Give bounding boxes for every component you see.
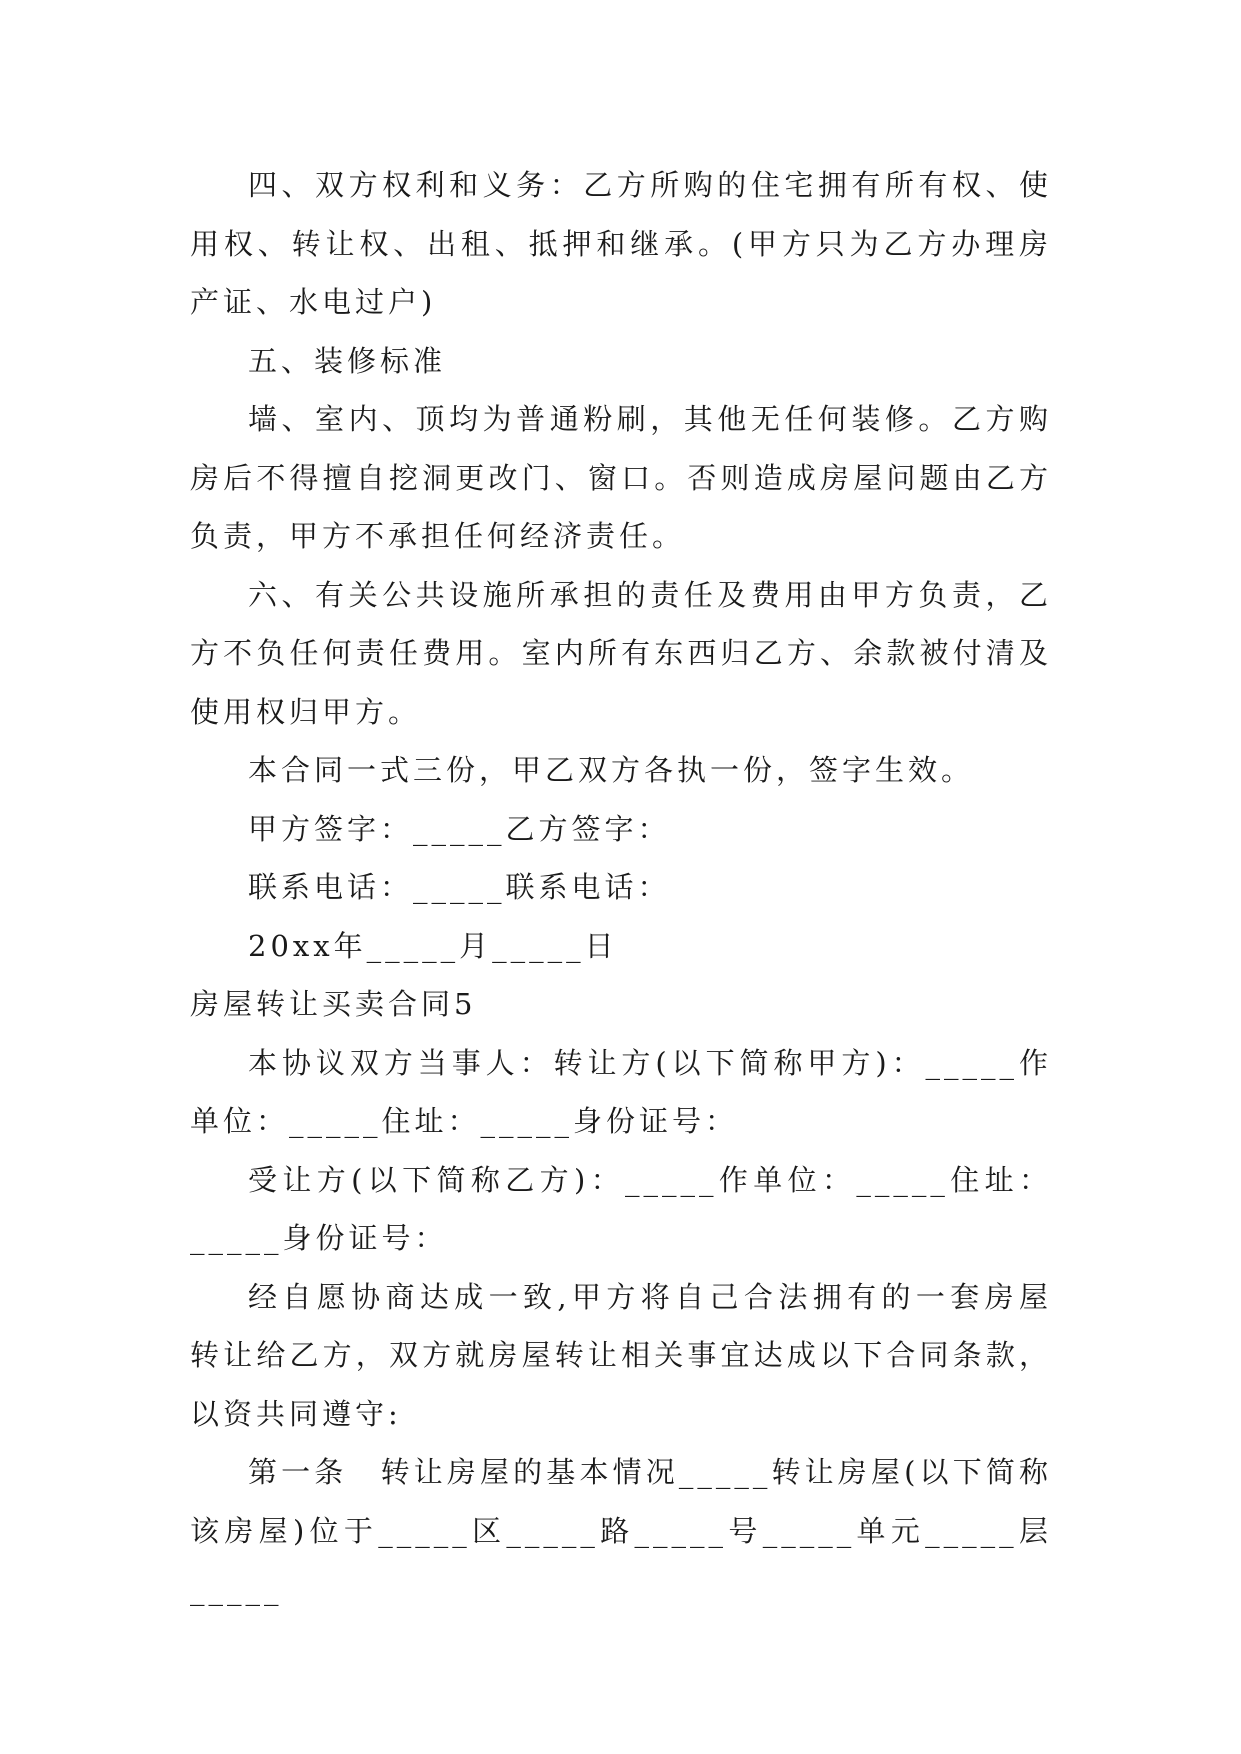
- section-title: 房屋转让买卖合同5: [190, 987, 477, 1021]
- paragraph-copies: 本合同一式三份，甲乙双方各执一份，签字生效。: [248, 753, 975, 787]
- paragraph-decoration-heading: 五、装修标准: [248, 343, 447, 378]
- paragraph-party-a: 本协议双方当事人：转让方(以下简称甲方)：_____作单位：_____住址：_____身份证号：: [190, 1045, 1052, 1138]
- paragraph-phones: 联系电话：_____联系电话：: [248, 870, 671, 904]
- paragraph-date: 20xx年_____月_____日: [248, 928, 618, 963]
- paragraph-decoration-standard: 墙、室内、顶均为普通粉刷，其他无任何装修。乙方购房后不得擅自挖洞更改门、窗口。否则造成房屋问题由乙方负责，甲方不承担任何经济责任。: [190, 402, 1052, 553]
- paragraph-signatures: 甲方签字：_____乙方签字：: [248, 811, 671, 846]
- paragraph-party-b: 受让方(以下简称乙方)：_____作单位：_____住址：_____身份证号：: [190, 1162, 1052, 1255]
- paragraph-public-facilities: 六、有关公共设施所承担的责任及费用由甲方负责，乙方不负任何责任费用。室内所有东西归乙方、余款被付清及使用权归甲方。: [190, 577, 1052, 729]
- paragraph-article-one: 第一条 转让房屋的基本情况_____转让房屋(以下简称该房屋)位于_____区_____路_____号_____单元_____层_____: [190, 1455, 1052, 1606]
- paragraph-agreement: 经自愿协商达成一致,甲方将自己合法拥有的一套房屋转让给乙方，双方就房屋转让相关事宜达成以下合同条款，以资共同遵守:: [190, 1279, 1052, 1431]
- paragraph-rights-obligations: 四、双方权利和义务：乙方所购的住宅拥有所有权、使用权、转让权、出租、抵押和继承。(甲方只为乙方办理房产证、水电过户): [190, 168, 1052, 319]
- document-body: [190, 156, 1052, 1619]
